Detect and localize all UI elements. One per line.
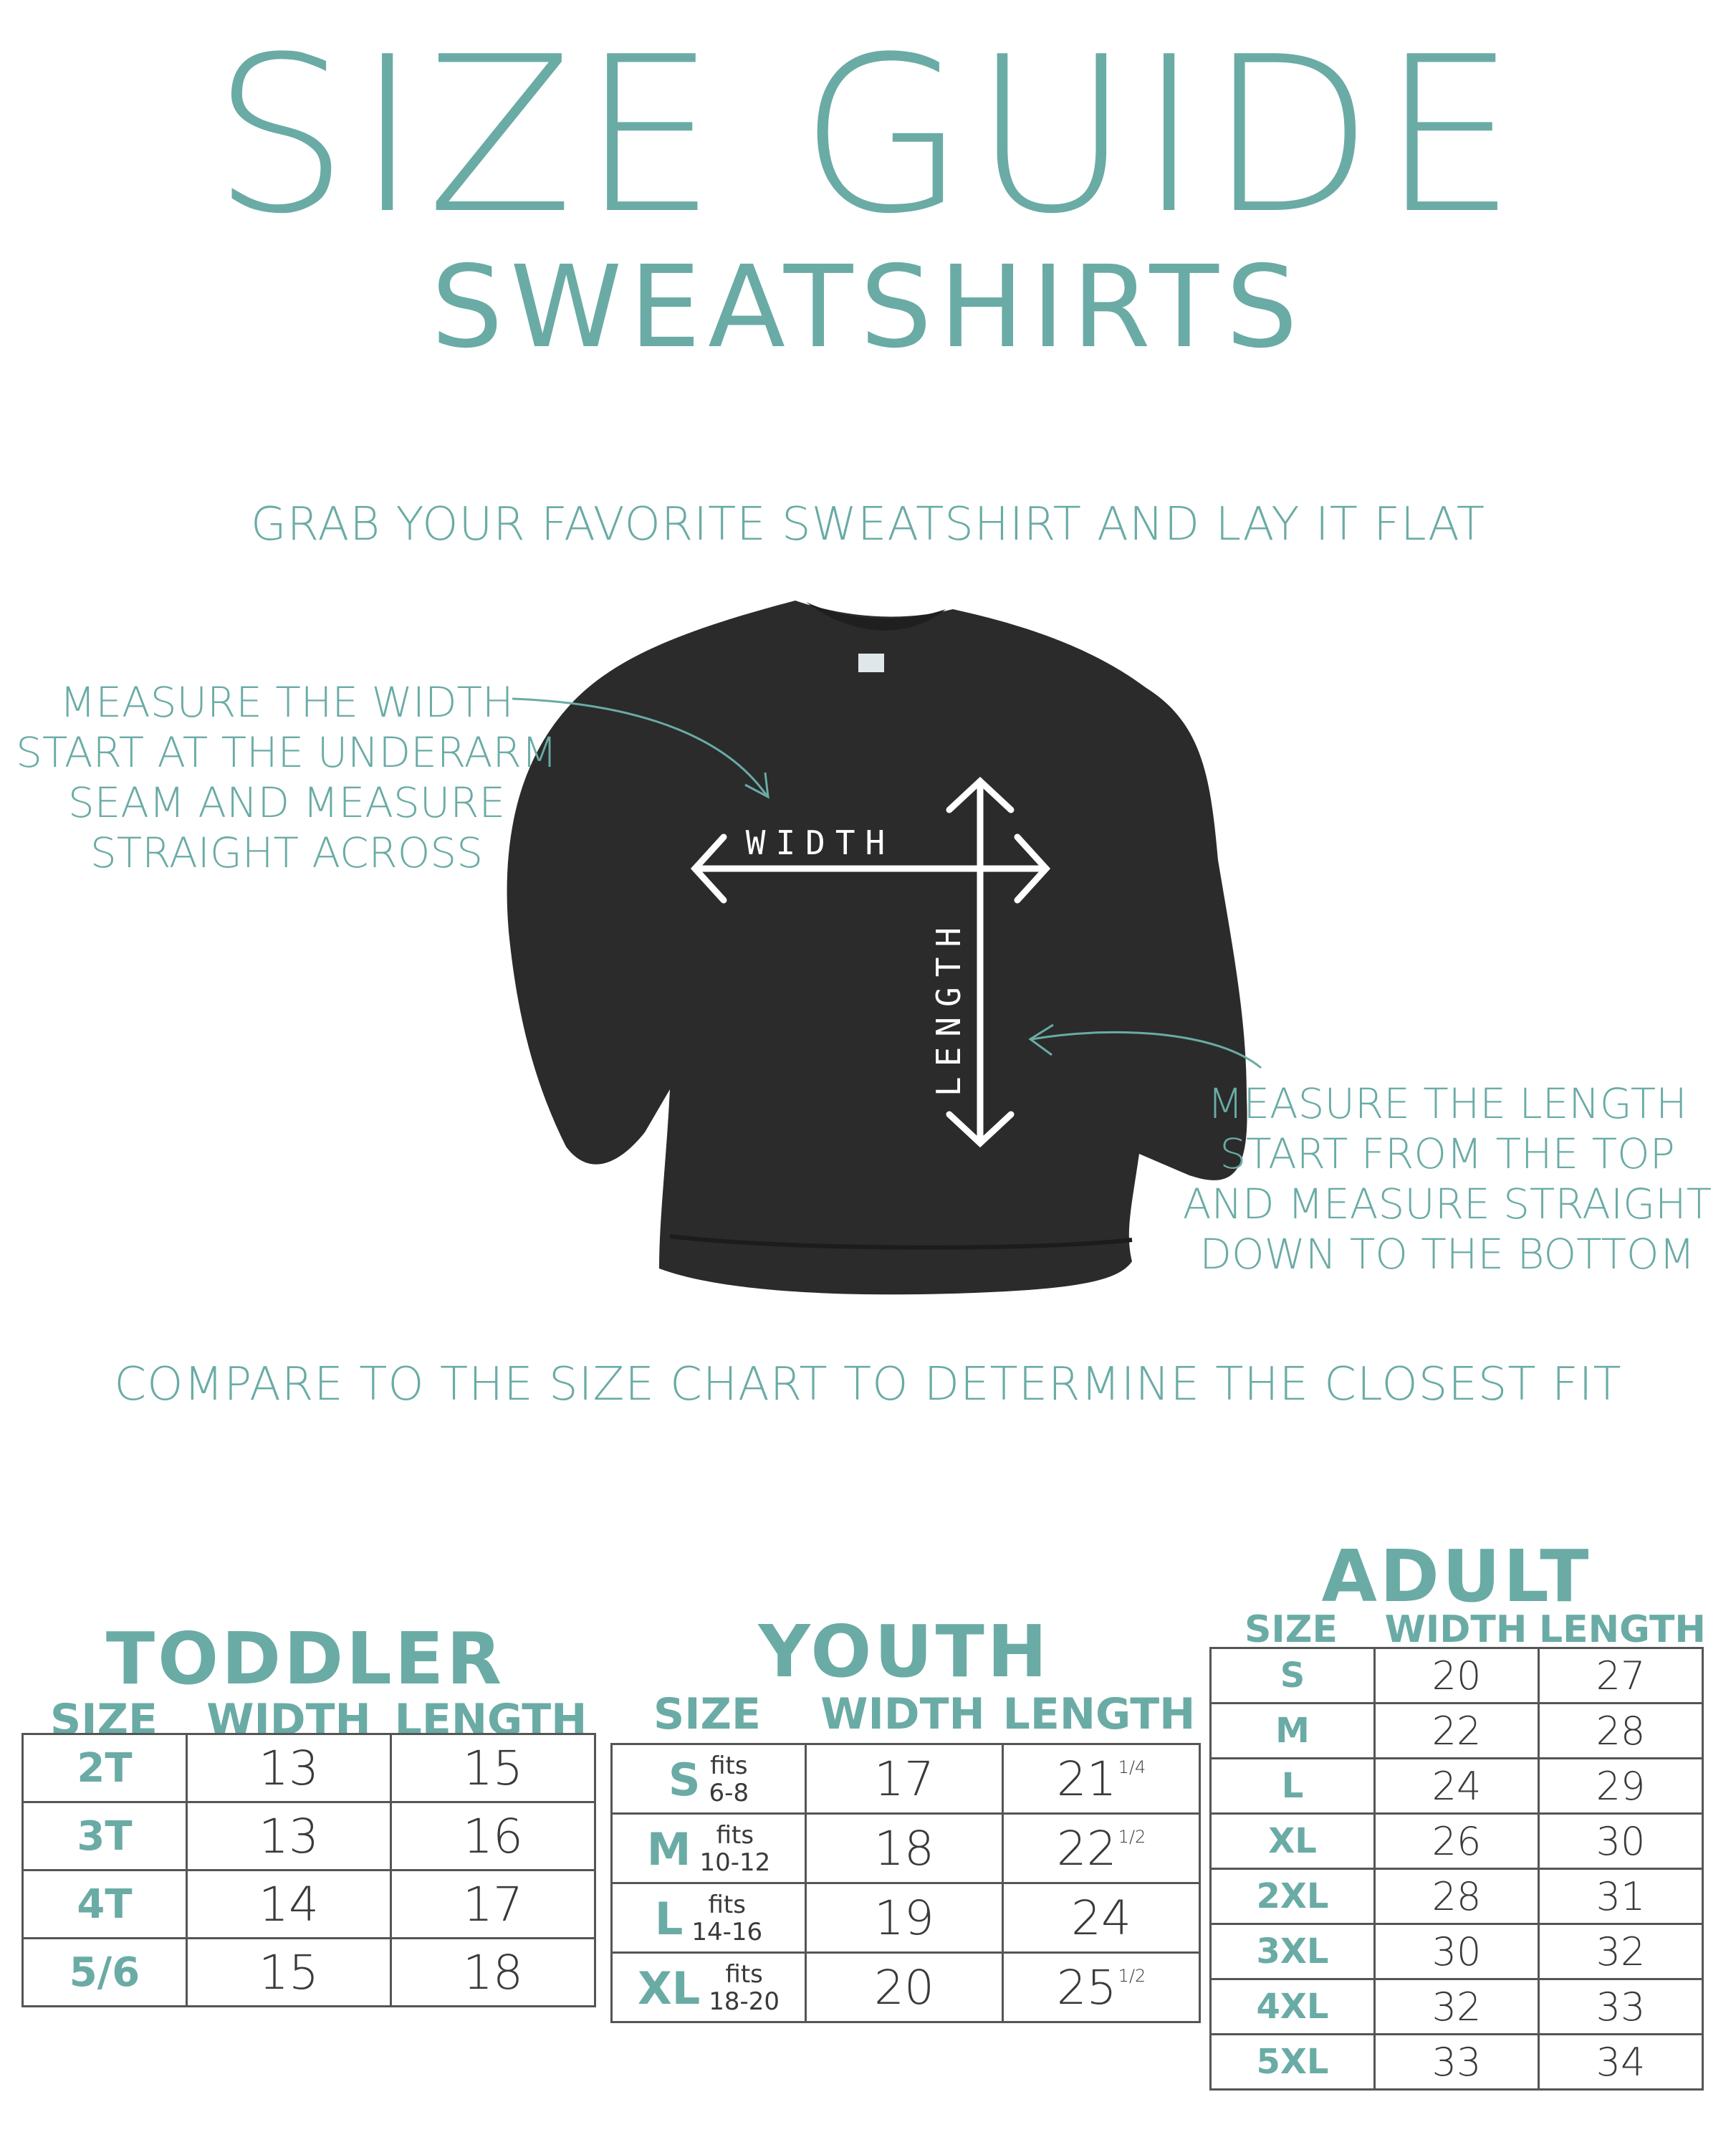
toddler-title: TODDLER (105, 1617, 505, 1701)
length-cell (1003, 1744, 1200, 1814)
size-cell: 5/6 (23, 1939, 187, 2007)
table-row (612, 1883, 1200, 1953)
length-value: 21 (1056, 1751, 1117, 1807)
width-cell: 24 (1375, 1759, 1539, 1814)
size-label: L (654, 1892, 684, 1945)
width-cell: 20 (1375, 1648, 1539, 1704)
fits-label: fits (725, 1960, 763, 1989)
youth-size-table (610, 1743, 1201, 2023)
fits-ages: 18-20 (709, 1987, 780, 2017)
length-value: 25 (1056, 1959, 1117, 2015)
fits-ages: 14-16 (691, 1918, 763, 1947)
length-cell (1003, 1883, 1200, 1953)
table-row (1211, 1759, 1703, 1814)
width-instruction: MEASURE THE WIDTH START AT THE UNDERARM SEAM AND MEASURE STRAIGHT ACROSS (16, 678, 557, 877)
width-cell: 30 (1375, 1924, 1539, 1979)
adult-length-header: LENGTH (1539, 1608, 1706, 1651)
fits-ages: 10-12 (699, 1848, 771, 1878)
length-cell: 34 (1539, 2035, 1703, 2090)
table-row (1211, 1869, 1703, 1924)
length-cell: 28 (1539, 1704, 1703, 1759)
fits-range (691, 1891, 762, 1946)
length-instruction: MEASURE THE LENGTH START FROM THE TOP AND MEASURE STRAIGHT DOWN TO THE BOTTOM (1182, 1079, 1712, 1279)
table-row (612, 1953, 1200, 2022)
table-row (1211, 1924, 1703, 1979)
length-fraction: 1/4 (1118, 1757, 1146, 1777)
length-cell: 33 (1539, 1979, 1703, 2035)
length-value: 22 (1056, 1820, 1117, 1876)
table-row (23, 1870, 595, 1939)
toddler-size-table (21, 1733, 596, 2007)
table-row (612, 1814, 1200, 1883)
width-cell: 26 (1375, 1814, 1539, 1869)
size-cell: M (1211, 1704, 1375, 1759)
fits-label: fits (710, 1752, 748, 1781)
size-cell: 2XL (1211, 1869, 1375, 1924)
size-cell: S (1211, 1648, 1375, 1704)
fits-label: fits (708, 1891, 746, 1920)
table-row (23, 1802, 595, 1870)
page-title: SIZE GUIDE (212, 11, 1524, 261)
length-fraction: 1/2 (1118, 1826, 1146, 1847)
length-label: LENGTH (929, 917, 968, 1097)
table-row (23, 1734, 595, 1802)
length-cell: 29 (1539, 1759, 1703, 1814)
size-cell: XL (1211, 1814, 1375, 1869)
fits-range (709, 1752, 749, 1807)
table-row (1211, 1704, 1703, 1759)
table-row (23, 1939, 595, 2007)
width-cell: 22 (1375, 1704, 1539, 1759)
table-row (1211, 1814, 1703, 1869)
size-cell: 3XL (1211, 1924, 1375, 1979)
size-cell: 4XL (1211, 1979, 1375, 2035)
length-cell: 32 (1539, 1924, 1703, 1979)
length-cell: 30 (1539, 1814, 1703, 1869)
width-label: WIDTH (745, 823, 896, 862)
compare-instruction: COMPARE TO THE SIZE CHART TO DETERMINE THE CLOSEST FIT (114, 1358, 1622, 1411)
adult-width-header: WIDTH (1384, 1608, 1528, 1651)
width-cell: 13 (187, 1734, 391, 1802)
adult-size-header: SIZE (1244, 1608, 1338, 1651)
size-label: M (646, 1822, 691, 1876)
width-cell: 20 (806, 1953, 1003, 2022)
length-cell: 16 (391, 1802, 595, 1870)
size-cell: 4T (23, 1870, 187, 1939)
length-cell: 27 (1539, 1648, 1703, 1704)
length-value: 24 (1071, 1890, 1131, 1946)
youth-title: YOUTH (758, 1610, 1050, 1693)
size-label: XL (637, 1962, 701, 2015)
length-fraction: 1/2 (1118, 1965, 1146, 1986)
size-cell: L (1211, 1759, 1375, 1814)
width-cell: 17 (806, 1744, 1003, 1814)
intro-instruction: GRAB YOUR FAVORITE SWEATSHIRT AND LAY IT FLAT (251, 498, 1485, 551)
width-cell: 19 (806, 1883, 1003, 1953)
size-label: S (668, 1753, 701, 1806)
table-row (612, 1744, 1200, 1814)
width-cell: 32 (1375, 1979, 1539, 2035)
width-cell: 18 (806, 1814, 1003, 1883)
size-cell (612, 1744, 806, 1814)
length-cell: 31 (1539, 1869, 1703, 1924)
youth-length-header: LENGTH (1002, 1689, 1196, 1739)
adult-size-table (1209, 1647, 1704, 2091)
size-cell (612, 1953, 806, 2022)
table-row (1211, 1648, 1703, 1704)
size-cell: 2T (23, 1734, 187, 1802)
page-subtitle: SWEATSHIRTS (431, 242, 1305, 373)
width-cell: 33 (1375, 2035, 1539, 2090)
length-cell: 18 (391, 1939, 595, 2007)
adult-title: ADULT (1321, 1534, 1592, 1618)
table-row (1211, 2035, 1703, 2090)
length-cell: 17 (391, 1870, 595, 1939)
sweatshirt-icon (507, 601, 1247, 1294)
fits-ages: 6-8 (709, 1779, 749, 1808)
width-cell: 15 (187, 1939, 391, 2007)
size-cell: 5XL (1211, 2035, 1375, 2090)
width-cell: 13 (187, 1802, 391, 1870)
width-cell: 28 (1375, 1869, 1539, 1924)
length-cell (1003, 1814, 1200, 1883)
fits-label: fits (716, 1821, 754, 1850)
toddler-width-header: WIDTH (206, 1695, 371, 1745)
table-row (1211, 1979, 1703, 2035)
fits-range (699, 1822, 770, 1876)
length-cell: 15 (391, 1734, 595, 1802)
toddler-length-header: LENGTH (394, 1695, 588, 1745)
length-cell (1003, 1953, 1200, 2022)
size-cell: 3T (23, 1802, 187, 1870)
width-cell: 14 (187, 1870, 391, 1939)
fits-range (709, 1961, 780, 2015)
youth-size-header: SIZE (653, 1689, 762, 1739)
size-cell (612, 1814, 806, 1883)
size-cell (612, 1883, 806, 1953)
toddler-size-header: SIZE (49, 1695, 158, 1745)
youth-width-header: WIDTH (820, 1689, 985, 1739)
